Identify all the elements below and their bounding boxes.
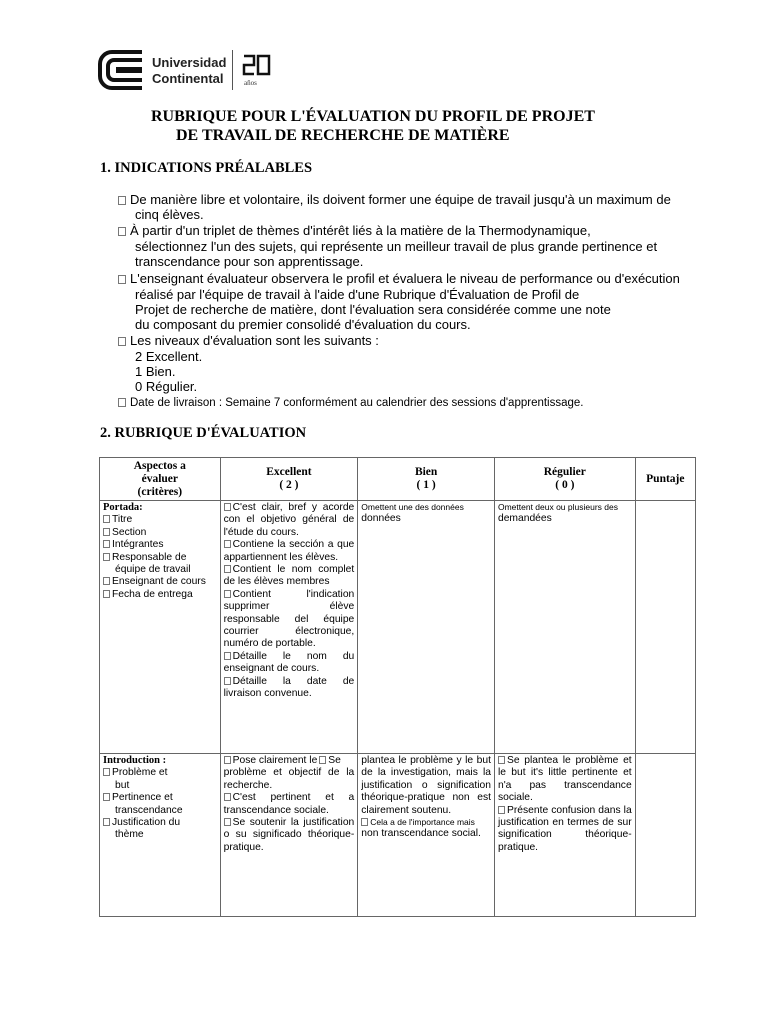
bullet5-line1: Date de livraison : Semaine 7 conformément au calendrier des sessions d'apprentissage. <box>118 396 584 411</box>
bullet1-line1: De manière libre et volontaire, ils doivent former une équipe de travail jusqu'à un maximum de <box>118 192 671 207</box>
anniversary-20-icon <box>242 52 272 78</box>
bullet3-line4: du composant du premier consolidé d'évaluation du cours. <box>135 317 471 332</box>
checkbox-icon <box>103 577 110 585</box>
checkbox-icon <box>224 677 231 685</box>
checkbox-icon <box>103 818 110 826</box>
checkbox-icon <box>103 590 110 598</box>
checkbox-icon <box>361 818 368 826</box>
level-excellent: 2 Excellent. <box>135 349 203 364</box>
header-puntaje: Puntaje <box>635 458 695 501</box>
checkbox-icon <box>103 553 110 561</box>
level-regulier: 0 Régulier. <box>135 379 198 394</box>
document-title-line2: DE TRAVAIL DE RECHERCHE DE MATIÈRE <box>176 127 510 144</box>
checkbox-icon <box>103 515 110 523</box>
bien-cell-introduction: plantea le problème y le but de la investigation, mais la justification o signification théorique-pratique non est clairement soutenu. Cela a de l'importance mais non transcendance social. <box>358 754 495 917</box>
header-regulier: Régulier ( 0 ) <box>494 458 635 501</box>
table-header-row <box>100 458 696 501</box>
logo-divider <box>232 50 233 90</box>
bullet2-line3: transcendance pour son apprentissage. <box>135 254 364 269</box>
checkbox-icon <box>498 756 505 764</box>
bullet2-line1: À partir d'un triplet de thèmes d'intérêt liés à la matière de la Thermodynamique, <box>118 223 591 238</box>
checkbox-icon <box>118 275 126 284</box>
rubric-table <box>99 457 696 917</box>
bien-cell-portada: Omettent une des données données <box>358 501 495 754</box>
puntaje-cell-introduction <box>635 754 695 917</box>
logo-years-text: años <box>244 79 257 87</box>
section2-heading: 2. RUBRIQUE D'ÉVALUATION <box>100 425 307 441</box>
bullet2-line2: sélectionnez l'un des sujets, qui représente un meilleur travail de plus grande pertinence et <box>135 239 658 254</box>
checkbox-icon <box>224 818 231 826</box>
puntaje-cell-portada <box>635 501 695 754</box>
checkbox-icon <box>224 565 231 573</box>
checkbox-icon <box>224 756 231 764</box>
table-row <box>100 501 696 754</box>
regulier-cell-portada: Omettent deux ou plusieurs des demandées <box>494 501 635 754</box>
checkbox-icon <box>118 337 126 346</box>
continental-c-logo-icon <box>98 48 146 92</box>
regulier-cell-introduction: Se plantea le problème et le but it's little pertinente et n'a pas transcendance sociale. Présente confusion dans la justification en termes de sur signification théorique-pratique. <box>494 754 635 917</box>
logo-line-universidad: Universidad <box>152 55 227 70</box>
logo-line-continental: Continental <box>152 71 224 86</box>
checkbox-icon <box>103 528 110 536</box>
checkbox-icon <box>103 540 110 548</box>
header-bien: Bien ( 1 ) <box>358 458 495 501</box>
checkbox-icon <box>319 756 326 764</box>
checkbox-icon <box>498 806 505 814</box>
header-aspects: Aspectos a évaluer (critères) <box>100 458 221 501</box>
bullet1-line2: cinq élèves. <box>135 207 204 222</box>
bullet3-line2: réalisé par l'équipe de travail à l'aide d'une Rubrique d'Évaluation de Profil de <box>135 287 580 302</box>
excellent-cell-portada: C'est clair, bref y acorde con el objetivo général de l'étude du cours. Contiene la sección a que appartiennent les élèves. Contient le nom complet de les élèves membres Contient l'indication supprimer élève responsable del équipe courrier électronique, numéro de portable. Détaille le nom du enseignant de cours. Détaille la date de livraison convenue. <box>220 501 358 754</box>
checkbox-icon <box>224 503 231 511</box>
criteria-cell-introduction: Introduction : Problème et but Pertinence et transcendance Justification du thème <box>100 754 221 917</box>
checkbox-icon <box>103 793 110 801</box>
university-logo <box>98 48 288 94</box>
checkbox-icon <box>224 793 231 801</box>
bullet3-line1: L'enseignant évaluateur observera le profil et évaluera le niveau de performance ou d'exécution <box>118 271 680 286</box>
document-title-line1: RUBRIQUE POUR L'ÉVALUATION DU PROFIL DE PROJET <box>151 108 595 125</box>
bullet3-line3: Projet de recherche de matière, dont l'évaluation sera considérée comme une note <box>135 302 611 317</box>
checkbox-icon <box>118 196 126 205</box>
bullet4-line1: Les niveaux d'évaluation sont les suivants : <box>118 333 379 348</box>
checkbox-icon <box>224 540 231 548</box>
checkbox-icon <box>118 227 126 236</box>
section1-heading: 1. INDICATIONS PRÉALABLES <box>100 160 313 176</box>
excellent-cell-introduction: Pose clairement le Se problème et objectif de la recherche. C'est pertinent et a transcendance sociale. Se soutenir la justification o su significado théorique-pratique. <box>220 754 358 917</box>
header-excellent: Excellent ( 2 ) <box>220 458 358 501</box>
level-bien: 1 Bien. <box>135 364 176 379</box>
table-row <box>100 754 696 917</box>
checkbox-icon <box>118 398 126 407</box>
checkbox-icon <box>224 652 231 660</box>
criteria-cell-portada: Portada: Titre Section Intégrantes Responsable de équipe de travail Enseignant de cours Fecha de entrega <box>100 501 221 754</box>
checkbox-icon <box>103 768 110 776</box>
checkbox-icon <box>224 590 231 598</box>
